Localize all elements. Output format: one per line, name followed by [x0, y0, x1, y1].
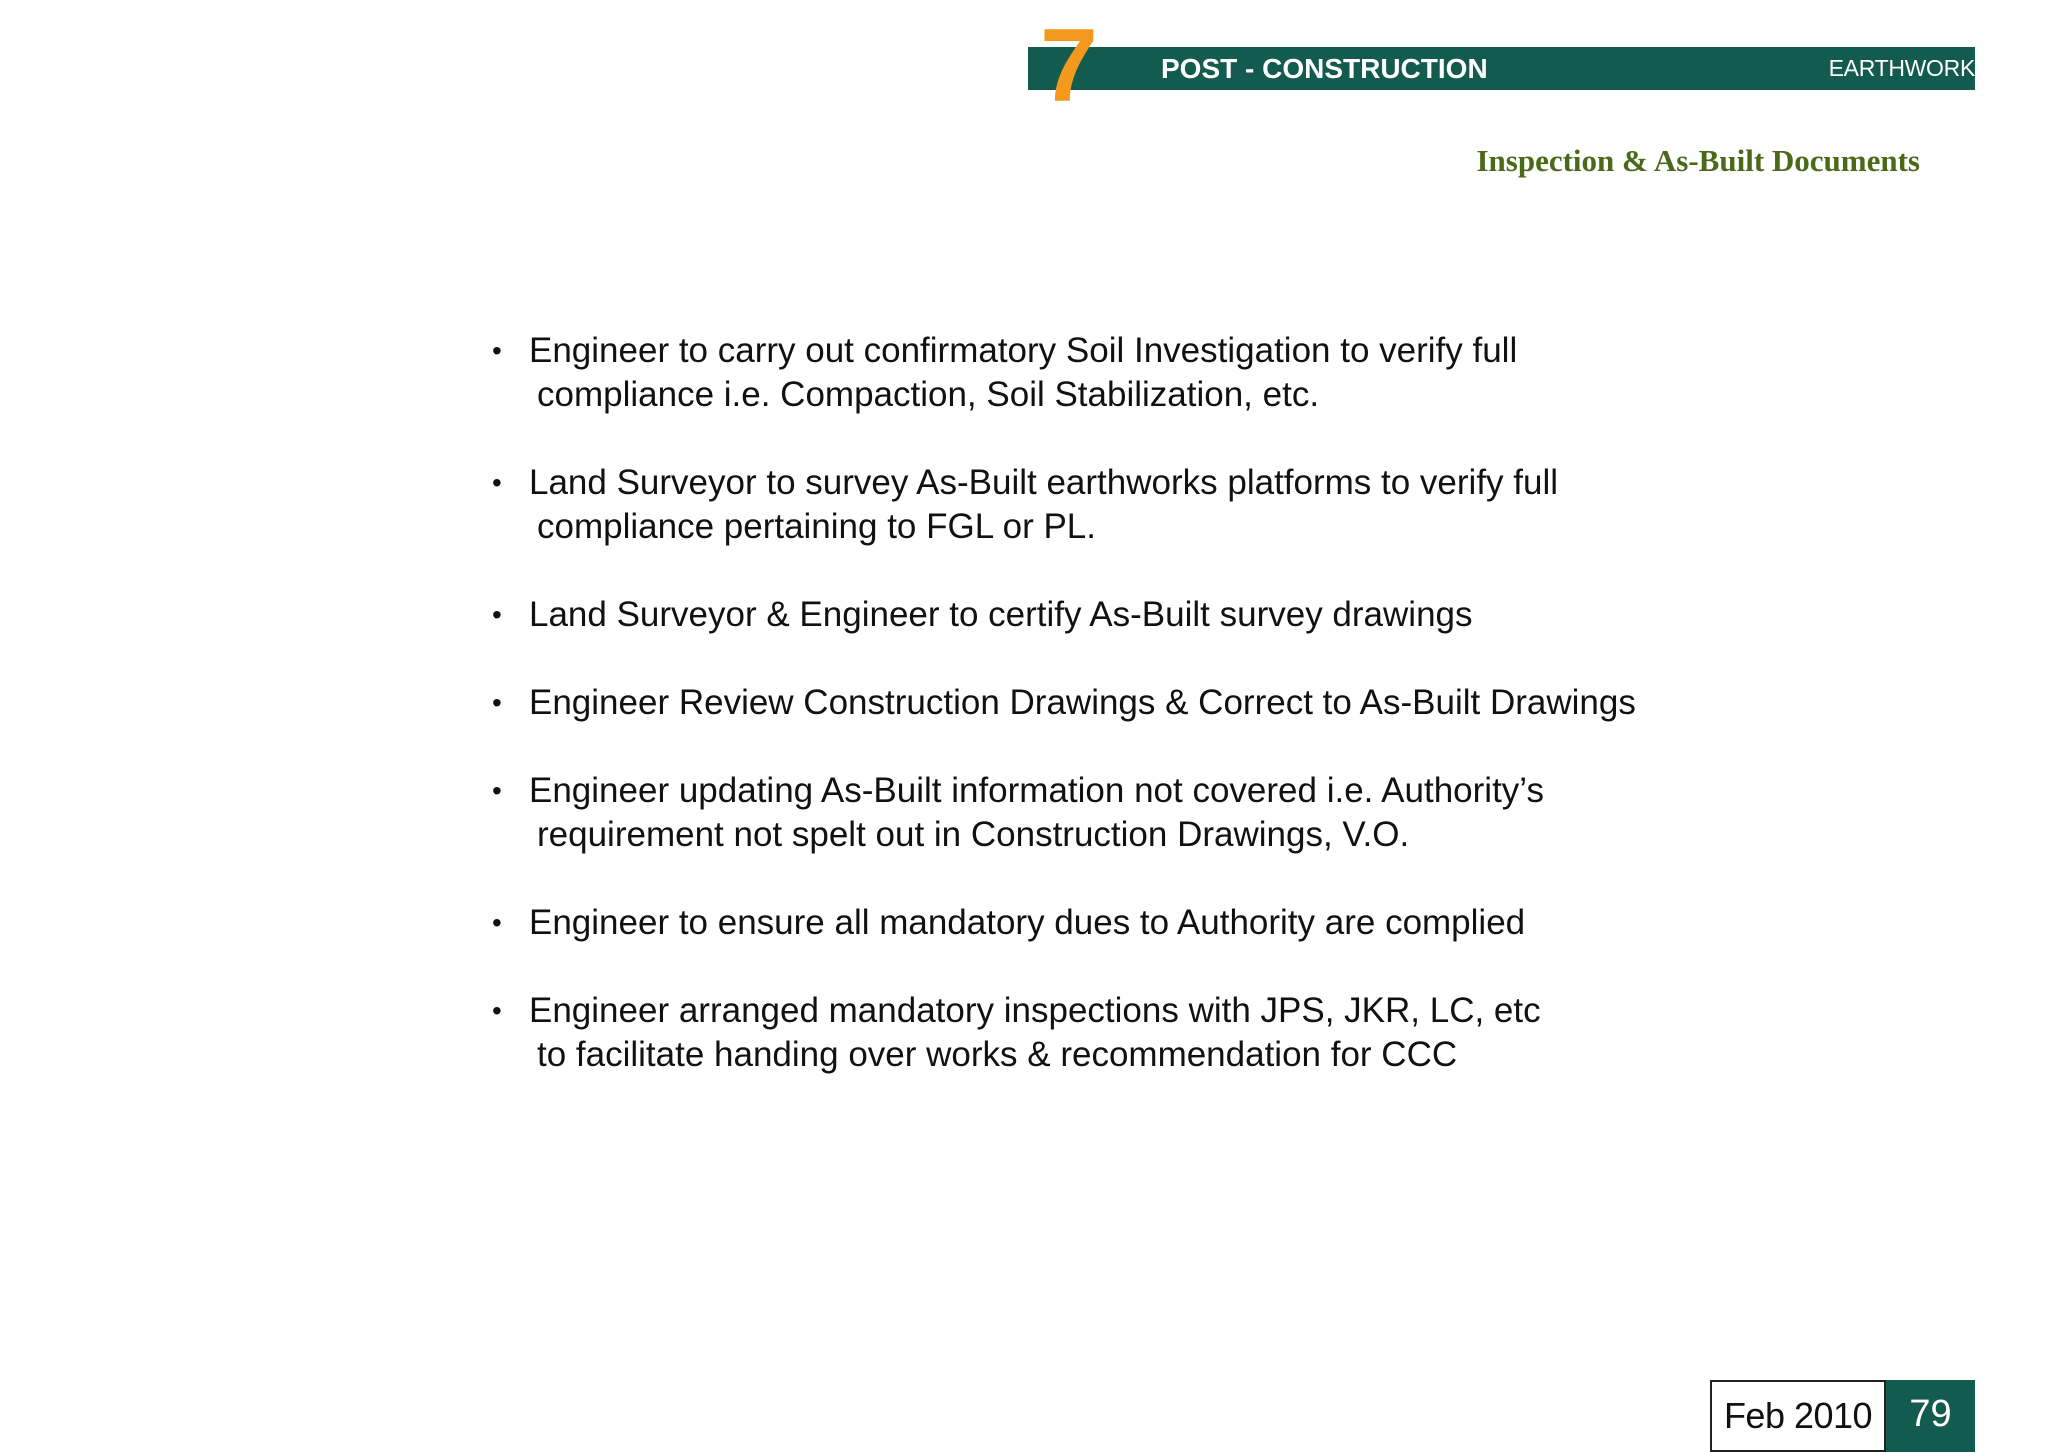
- page-number: 79: [1886, 1380, 1975, 1452]
- bullet-dot-icon: •: [492, 775, 502, 806]
- bullet-dot-icon: •: [492, 687, 502, 718]
- bullet-list: [492, 329, 1792, 1121]
- bullet-text-line: Engineer to ensure all mandatory dues to Authority are complied: [529, 903, 1526, 942]
- bullet-text-line: compliance pertaining to FGL or PL.: [537, 507, 1096, 546]
- footer-date: Feb 2010: [1710, 1380, 1886, 1452]
- bullet-text-line: compliance i.e. Compaction, Soil Stabilization, etc.: [537, 375, 1320, 414]
- bullet-dot-icon: •: [492, 907, 502, 938]
- bullet-item: [492, 989, 1792, 1077]
- category-label: EARTHWORK: [1828, 55, 1975, 81]
- bullet-dot-icon: •: [492, 599, 502, 630]
- bullet-dot-icon: •: [492, 335, 502, 366]
- bullet-dot-icon: •: [492, 467, 502, 498]
- page-subtitle: Inspection & As-Built Documents: [1476, 143, 1920, 178]
- bullet-text-line: requirement not spelt out in Construction Drawings, V.O.: [537, 815, 1410, 854]
- bullet-text-line: Engineer updating As-Built information not covered i.e. Authority’s: [529, 771, 1544, 810]
- bullet-text-line: Land Surveyor & Engineer to certify As-Built survey drawings: [529, 595, 1473, 634]
- section-number: 7: [1040, 8, 1096, 124]
- bullet-item: [492, 681, 1792, 725]
- section-title: POST - CONSTRUCTION: [1161, 53, 1488, 84]
- bullet-item: [492, 769, 1792, 857]
- bullet-dot-icon: •: [492, 995, 502, 1026]
- bullet-item: [492, 593, 1792, 637]
- bullet-text-line: Engineer arranged mandatory inspections with JPS, JKR, LC, etc: [529, 991, 1541, 1030]
- bullet-text-line: to facilitate handing over works & recommendation for CCC: [537, 1035, 1458, 1074]
- bullet-text-line: Engineer to carry out confirmatory Soil Investigation to verify full: [529, 331, 1518, 370]
- bullet-text-line: Engineer Review Construction Drawings & Correct to As-Built Drawings: [529, 683, 1636, 722]
- bullet-text-line: Land Surveyor to survey As-Built earthworks platforms to verify full: [529, 463, 1559, 502]
- bullet-item: [492, 901, 1792, 945]
- bullet-item: [492, 329, 1792, 417]
- bullet-item: [492, 461, 1792, 549]
